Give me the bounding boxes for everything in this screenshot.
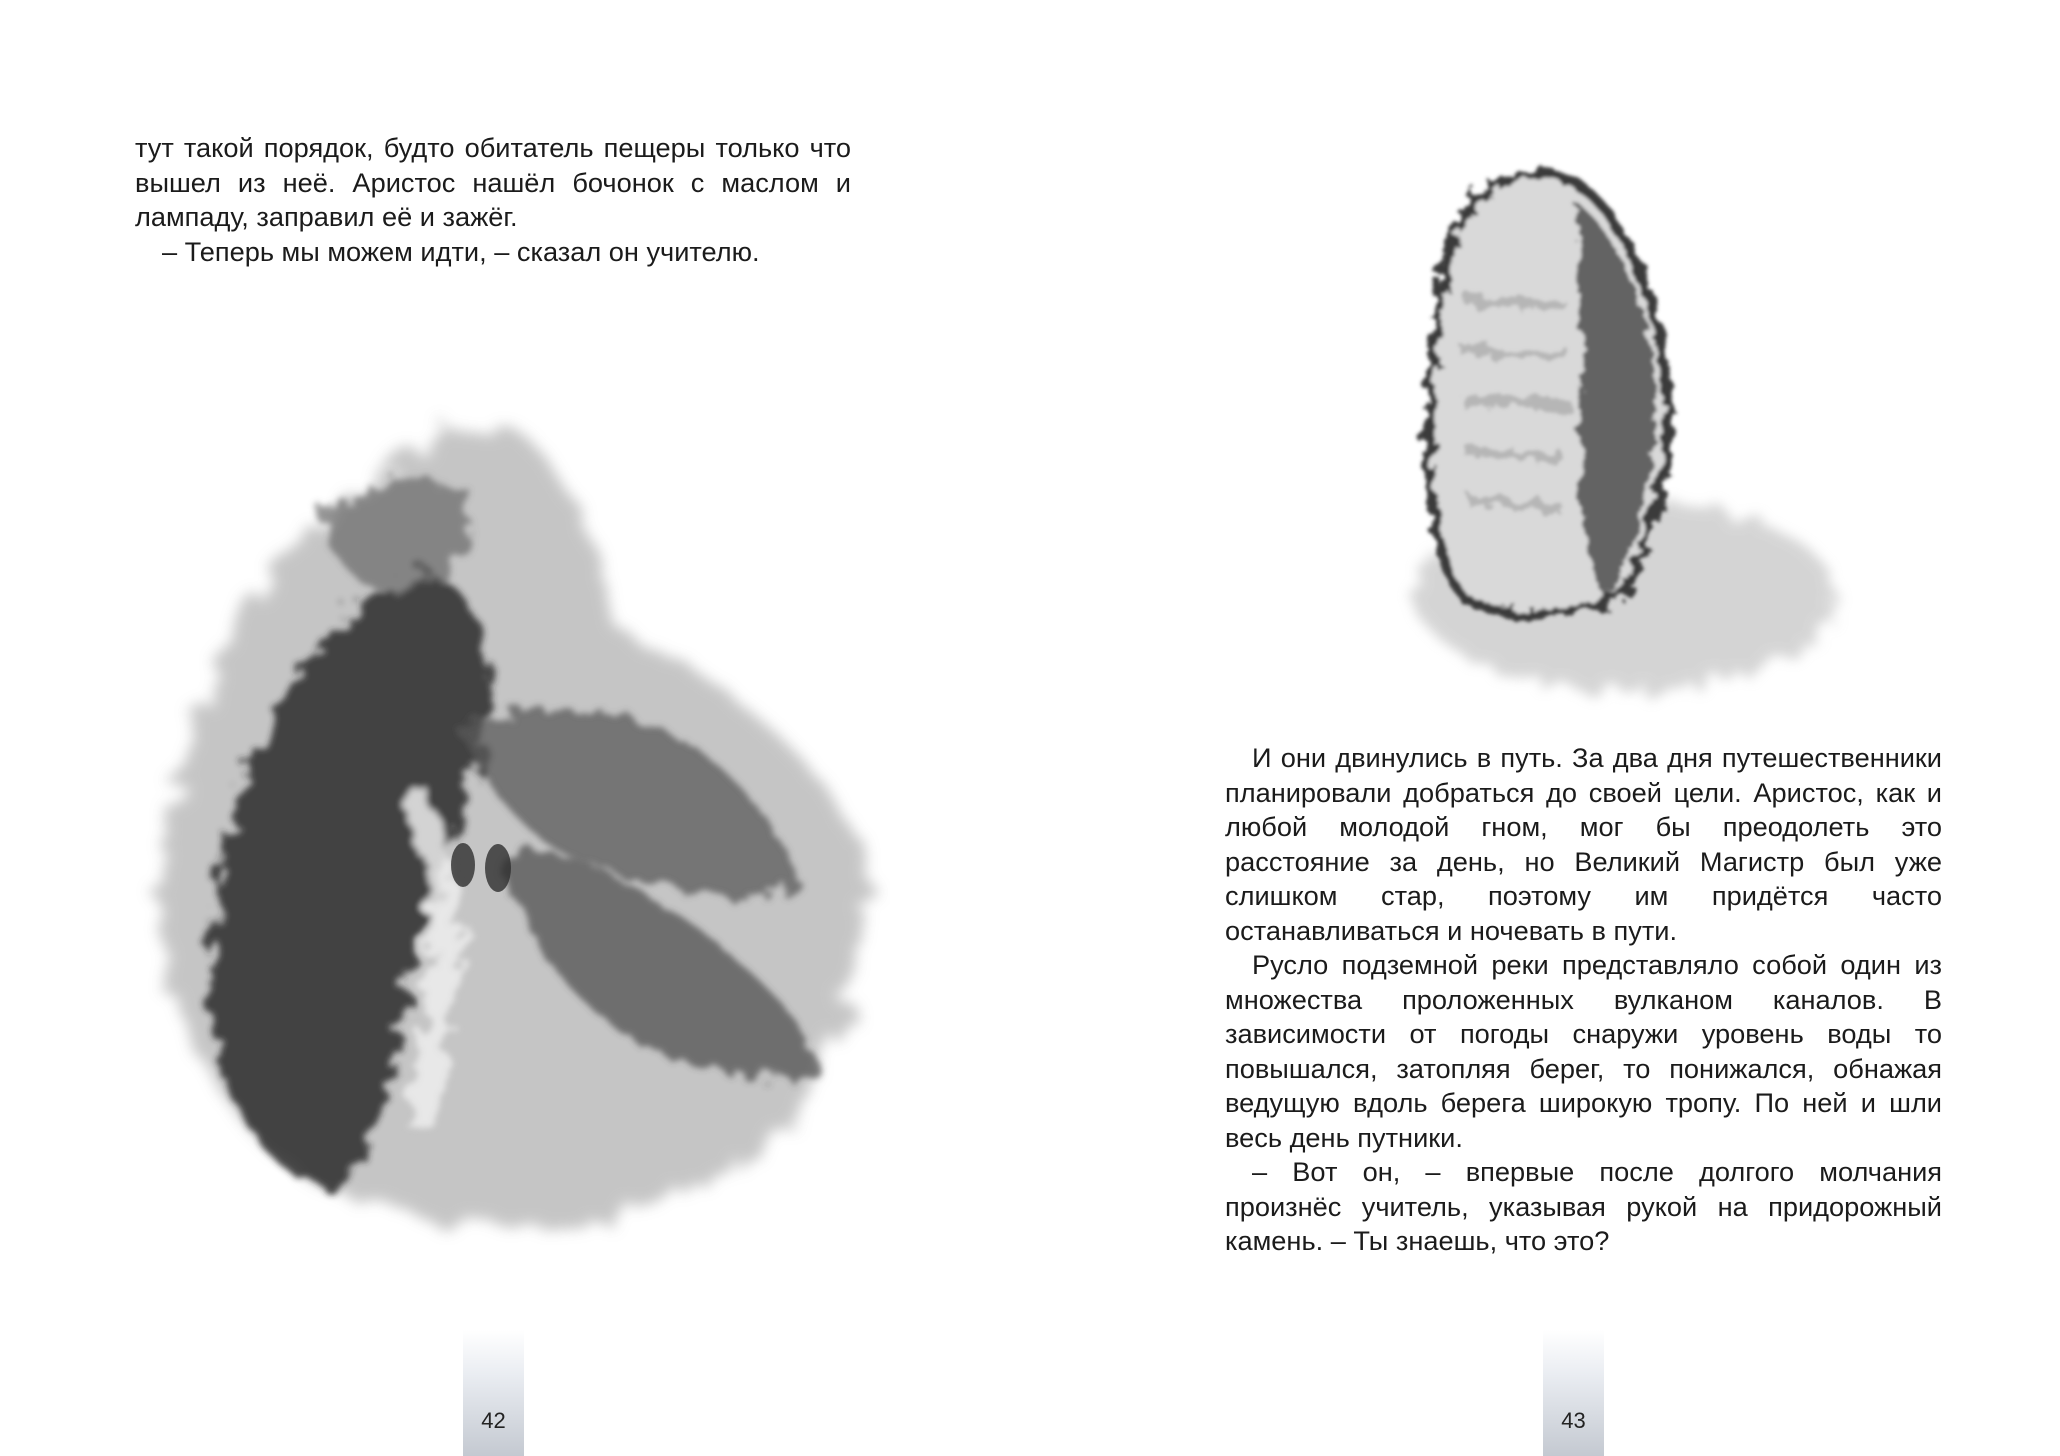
right-page-text [1225, 741, 1942, 1259]
paragraph: Русло подземной реки представляло собой один из множества проложенных вулканом каналов. В зависимости от погоды снаружи уровень воды то повышался, затопляя берег, то понижался, обнажая ведущую вдоль берега широкую тропу. По ней и шли весь день путники. [1225, 949, 1942, 1153]
left-page-text [135, 131, 851, 269]
standing-stone-illustration [1325, 140, 1865, 730]
page-number-tab-right [1543, 1330, 1604, 1456]
page-number-tab-left [463, 1330, 524, 1456]
page-number: 43 [1561, 1408, 1586, 1433]
right-page [1030, 0, 2060, 1456]
paragraph: – Теперь мы можем идти, – сказал он учителю. [162, 235, 760, 267]
cave-river-illustration [100, 370, 890, 1250]
paragraph: – Вот он, – впервые после долгого молчания произнёс учитель, указывая рукой на придорожный камень. – Ты знаешь, что это? [1225, 1156, 1942, 1256]
paragraph: тут такой порядок, будто обитатель пещеры только что вышел из неё. Аристос нашёл бочонок с маслом и лампаду, заправил её и зажёг. [135, 132, 851, 232]
paragraph: И они двинулись в путь. За два дня путешественники планировали добраться до своей цели. Аристос, как и любой молодой гном, мог бы преодолеть это расстояние за день, но Великий Магистр был уже слишком стар, поэтому им придётся часто останавливаться и ночевать в пути. [1225, 742, 1942, 946]
page-number: 42 [481, 1408, 506, 1433]
